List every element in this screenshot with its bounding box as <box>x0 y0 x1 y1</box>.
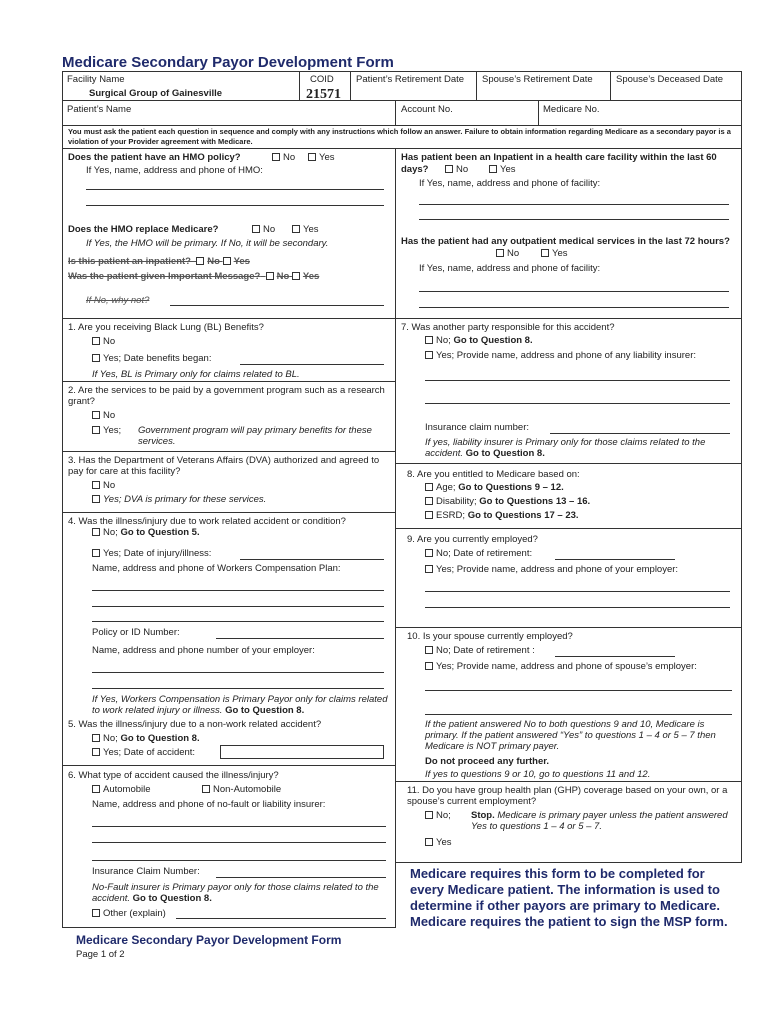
q1-date-line[interactable] <box>240 364 384 365</box>
q2-question: 2. Are the services to be paid by a government program such as a research grant? <box>68 385 385 407</box>
coid-cell[interactable] <box>299 71 351 101</box>
hmo-replace-question: Does the HMO replace Medicare? <box>68 224 219 235</box>
outpat-question: Has the patient had any outpatient medical services in the last 72 hours? <box>401 236 730 247</box>
inpat-yes-option[interactable]: Yes <box>489 164 516 175</box>
q6-note: No-Fault insurer is Primary payor only for those claims related to the accident. Go to Question 8. <box>92 882 379 904</box>
coid-label: COID <box>310 74 334 85</box>
page-number: Page 1 of 2 <box>76 949 125 960</box>
q10-no-checkbox[interactable] <box>425 646 433 654</box>
outpat-ifyes-label: If Yes, name, address and phone of facility: <box>419 263 601 274</box>
q3-no-option[interactable]: No <box>92 480 115 491</box>
facility-label: Facility Name <box>67 74 125 85</box>
patient-name-cell[interactable] <box>62 100 396 126</box>
q6-auto-checkbox[interactable] <box>92 785 100 793</box>
q7-question: 7. Was another party responsible for this accident? <box>401 322 615 333</box>
q1-no-option[interactable]: No <box>92 336 115 347</box>
q1-question: 1. Are you receiving Black Lung (BL) Benefits? <box>68 322 264 333</box>
hmo-no-option[interactable]: No <box>272 152 295 163</box>
q9-line-2[interactable] <box>425 607 730 608</box>
hmo-replace-note: If Yes, the HMO will be primary. If No, it will be secondary. <box>86 238 329 249</box>
q7-no-option[interactable]: No; Go to Question 8. <box>425 335 533 346</box>
q4-yes-option[interactable]: Yes; Date of injury/illness: <box>92 548 211 559</box>
notice-box <box>62 125 742 149</box>
q6-insurer-line-2[interactable] <box>92 842 386 843</box>
q11-yes-checkbox[interactable] <box>425 838 433 846</box>
hmo-line-2[interactable] <box>86 205 384 206</box>
q2-no-checkbox[interactable] <box>92 411 100 419</box>
inpat-no-checkbox[interactable] <box>445 165 453 173</box>
q6-insurer-line-1[interactable] <box>92 826 386 827</box>
q1-no-checkbox[interactable] <box>92 337 100 345</box>
q10-date-line[interactable] <box>555 656 675 657</box>
q9-yes-checkbox[interactable] <box>425 565 433 573</box>
outpat-line-1[interactable] <box>419 291 729 292</box>
q10-no-option[interactable]: No; Date of retirement : <box>425 645 535 656</box>
q4-no-checkbox[interactable] <box>92 528 100 536</box>
hmo-no-checkbox[interactable] <box>272 153 280 161</box>
q4-employer-label: Name, address and phone number of your employer: <box>92 645 315 656</box>
inpat-no-option[interactable]: No <box>445 164 468 175</box>
coid-value: 21571 <box>306 87 341 102</box>
sp-deceased-label: Spouse’s Deceased Date <box>616 74 724 85</box>
q4-plan-line-1[interactable] <box>92 590 384 591</box>
q10-line-1[interactable] <box>425 690 732 691</box>
q9-line-1[interactable] <box>425 591 730 592</box>
account-label: Account No. <box>401 104 453 115</box>
ifno-line[interactable] <box>170 305 384 306</box>
q11-question: 11. Do you have group health plan (GHP) coverage based on your own, or a spouse’s current employment? <box>407 785 728 807</box>
q11-stop-note: Stop. Medicare is primary payer unless the patient answered Yes to questions 1 – 4 or 5 – 7. <box>471 810 728 832</box>
sp-retire-label: Spouse’s Retirement Date <box>482 74 593 85</box>
q4-policy-label: Policy or ID Number: <box>92 627 180 638</box>
inpat-yes-checkbox[interactable] <box>489 165 497 173</box>
q6-other-checkbox[interactable] <box>92 909 100 917</box>
inpat-question: Has patient been an Inpatient in a health care facility within the last 60 days? <box>401 152 717 175</box>
q6-claim-label: Insurance Claim Number: <box>92 866 200 877</box>
inpat-line-1[interactable] <box>419 204 729 205</box>
q10-question: 10. Is your spouse currently employed? <box>407 631 573 642</box>
q10-line-2[interactable] <box>425 714 732 715</box>
medicare-label: Medicare No. <box>543 104 600 115</box>
outpat-no-option[interactable]: No <box>496 248 519 259</box>
q7-claim-line[interactable] <box>550 433 730 434</box>
q5-question: 5. Was the illness/injury due to a non-work related accident? <box>68 719 322 730</box>
outpat-yes-option[interactable]: Yes <box>541 248 568 259</box>
hmo-ifyes-label: If Yes, name, address and phone of HMO: <box>86 165 263 176</box>
message-question: Was the patient given Important Message? No Yes <box>68 271 320 282</box>
q5-no-option[interactable]: No; Go to Question 8. <box>92 733 200 744</box>
facility-cell[interactable] <box>62 71 300 101</box>
hmo-question: Does the patient have an HMO policy? <box>68 152 241 163</box>
q6-insurer-line-3[interactable] <box>92 860 386 861</box>
ifno-label: If No, why not? <box>86 295 150 306</box>
q6-nonauto-checkbox[interactable] <box>202 785 210 793</box>
replace-no-checkbox[interactable] <box>252 225 260 233</box>
q3-no-checkbox[interactable] <box>92 481 100 489</box>
q9-question: 9. Are you currently employed? <box>407 534 538 545</box>
pt-retire-label: Patient’s Retirement Date <box>356 74 465 85</box>
form-title: Medicare Secondary Payor Development Form <box>62 54 394 71</box>
q8-disability-checkbox[interactable] <box>425 497 433 505</box>
q3-yes-option[interactable]: Yes; DVA is primary for these services. <box>92 494 266 505</box>
q1-yes-checkbox[interactable] <box>92 354 100 362</box>
q4-employer-line-1[interactable] <box>92 672 384 673</box>
replace-yes-option[interactable]: Yes <box>292 224 319 235</box>
q1-yes-option[interactable]: Yes; Date benefits began: <box>92 353 211 364</box>
outpat-yes-checkbox[interactable] <box>541 249 549 257</box>
q10-yes-option[interactable]: Yes; Provide name, address and phone of spouse’s employer: <box>425 661 697 672</box>
q9-no-checkbox[interactable] <box>425 549 433 557</box>
q4-note: If Yes, Workers Compensation is Primary Payor only for claims related to work related injury or illness. Go to Question 8. <box>92 694 388 716</box>
q2-yes-option[interactable]: Yes; <box>92 425 121 436</box>
sp-deceased-cell[interactable] <box>610 71 742 101</box>
q9-date-line[interactable] <box>555 559 675 560</box>
q7-no-checkbox[interactable] <box>425 336 433 344</box>
q4-plan-label: Name, address and phone of Workers Compensation Plan: <box>92 563 341 574</box>
q8-age-option[interactable]: Age; Go to Questions 9 – 12. <box>425 482 564 493</box>
q10-note: If the patient answered No to both questions 9 and 10, Medicare is primary. If the patient answered “Yes” to questions 1 – 4 or 5 – 7 then Medicare is NOT primary payer. <box>425 719 716 752</box>
inpat-line-2[interactable] <box>419 219 729 220</box>
q8-disability-option[interactable]: Disability; Go to Questions 13 – 16. <box>425 496 590 507</box>
q6-question: 6. What type of accident caused the illness/injury? <box>68 770 279 781</box>
q10-stop: Do not proceed any further. <box>425 756 550 767</box>
q8-esrd-option[interactable]: ESRD; Go to Questions 17 – 23. <box>425 510 579 521</box>
q4-plan-line-2[interactable] <box>92 606 384 607</box>
q3-yes-checkbox[interactable] <box>92 495 100 503</box>
facility-value: Surgical Group of Gainesville <box>89 88 223 99</box>
outpat-line-2[interactable] <box>419 307 729 308</box>
q7-line-2[interactable] <box>425 403 730 404</box>
q11-no-checkbox[interactable] <box>425 811 433 819</box>
closing-statement: Medicare requires this form to be completed for every Medicare patient. The information is used to determine if other payors are primary to Medicare. Medicare requires the patient to sign the MSP form. <box>410 866 728 929</box>
q3-question: 3. Has the Department of Veterans Affairs (DVA) authorized and agreed to pay for care at this facility? <box>68 455 380 477</box>
q7-yes-option[interactable]: Yes; Provide name, address and phone of any liability insurer: <box>425 350 696 361</box>
q4-date-line[interactable] <box>240 559 384 560</box>
q4-employer-line-2[interactable] <box>92 688 384 689</box>
q6-insurer-label: Name, address and phone of no-fault or liability insurer: <box>92 799 326 810</box>
q2-yes-checkbox[interactable] <box>92 426 100 434</box>
hmo-line-1[interactable] <box>86 189 384 190</box>
q1-note: If Yes, BL is Primary only for claims related to BL. <box>92 369 300 380</box>
q5-no-checkbox[interactable] <box>92 734 100 742</box>
pt-retire-cell[interactable] <box>350 71 477 101</box>
footer-title: Medicare Secondary Payor Development Form <box>76 933 342 947</box>
q8-age-checkbox[interactable] <box>425 483 433 491</box>
q11-no-option[interactable]: No; <box>425 810 451 821</box>
q5-yes-option[interactable]: Yes; Date of accident: <box>92 747 195 758</box>
inpat-ifyes-label: If Yes, name, address and phone of facility: <box>419 178 601 189</box>
q7-yes-checkbox[interactable] <box>425 351 433 359</box>
q7-note: If yes, liability insurer is Primary only for those claims related to the accident. Go to Question 8. <box>425 437 706 459</box>
q8-question: 8. Are you entitled to Medicare based on: <box>407 469 580 480</box>
q7-line-1[interactable] <box>425 380 730 381</box>
q9-no-option[interactable]: No; Date of retirement: <box>425 548 532 559</box>
q9-yes-option[interactable]: Yes; Provide name, address and phone of your employer: <box>425 564 678 575</box>
q11-yes-option[interactable]: Yes <box>425 837 452 848</box>
inpatient-question: Is this patient an inpatient? No Yes <box>68 256 250 267</box>
outpat-no-checkbox[interactable] <box>496 249 504 257</box>
q4-question: 4. Was the illness/injury due to work related accident or condition? <box>68 516 346 527</box>
q6-claim-line[interactable] <box>216 877 386 878</box>
q5-date-field[interactable] <box>220 745 384 759</box>
account-cell[interactable] <box>395 100 539 126</box>
q4-no-option[interactable]: No; Go to Question 5. <box>92 527 200 538</box>
q6-other-line[interactable] <box>176 918 386 919</box>
q6-other-option[interactable]: Other (explain) <box>92 908 166 919</box>
replace-no-option[interactable]: No <box>252 224 275 235</box>
q10-note2: If yes to questions 9 or 10, go to questions 11 and 12. <box>425 769 651 780</box>
q6-nonauto-option[interactable]: Non-Automobile <box>202 784 281 795</box>
replace-yes-checkbox[interactable] <box>292 225 300 233</box>
q2-note: Government program will pay primary benefits for these services. <box>138 425 372 447</box>
q4-yes-checkbox[interactable] <box>92 549 100 557</box>
q6-auto-option[interactable]: Automobile <box>92 784 151 795</box>
q4-policy-line[interactable] <box>216 638 384 639</box>
q8-esrd-checkbox[interactable] <box>425 511 433 519</box>
q5-yes-checkbox[interactable] <box>92 748 100 756</box>
medicare-cell[interactable] <box>538 100 742 126</box>
notice-text: You must ask the patient each question in sequence and comply with any instructions which follow an answer. Failure to obtain information regarding Medicare as a secondary payor is a violation of your Provider agreement with Medicare. <box>68 127 731 146</box>
q10-yes-checkbox[interactable] <box>425 662 433 670</box>
patient-name-label: Patient’s Name <box>67 104 132 115</box>
q2-no-option[interactable]: No <box>92 410 115 421</box>
hmo-yes-checkbox[interactable] <box>308 153 316 161</box>
q4-plan-line-3[interactable] <box>92 621 384 622</box>
sp-retire-cell[interactable] <box>476 71 611 101</box>
hmo-yes-option[interactable]: Yes <box>308 152 335 163</box>
q7-claim-label: Insurance claim number: <box>425 422 530 433</box>
